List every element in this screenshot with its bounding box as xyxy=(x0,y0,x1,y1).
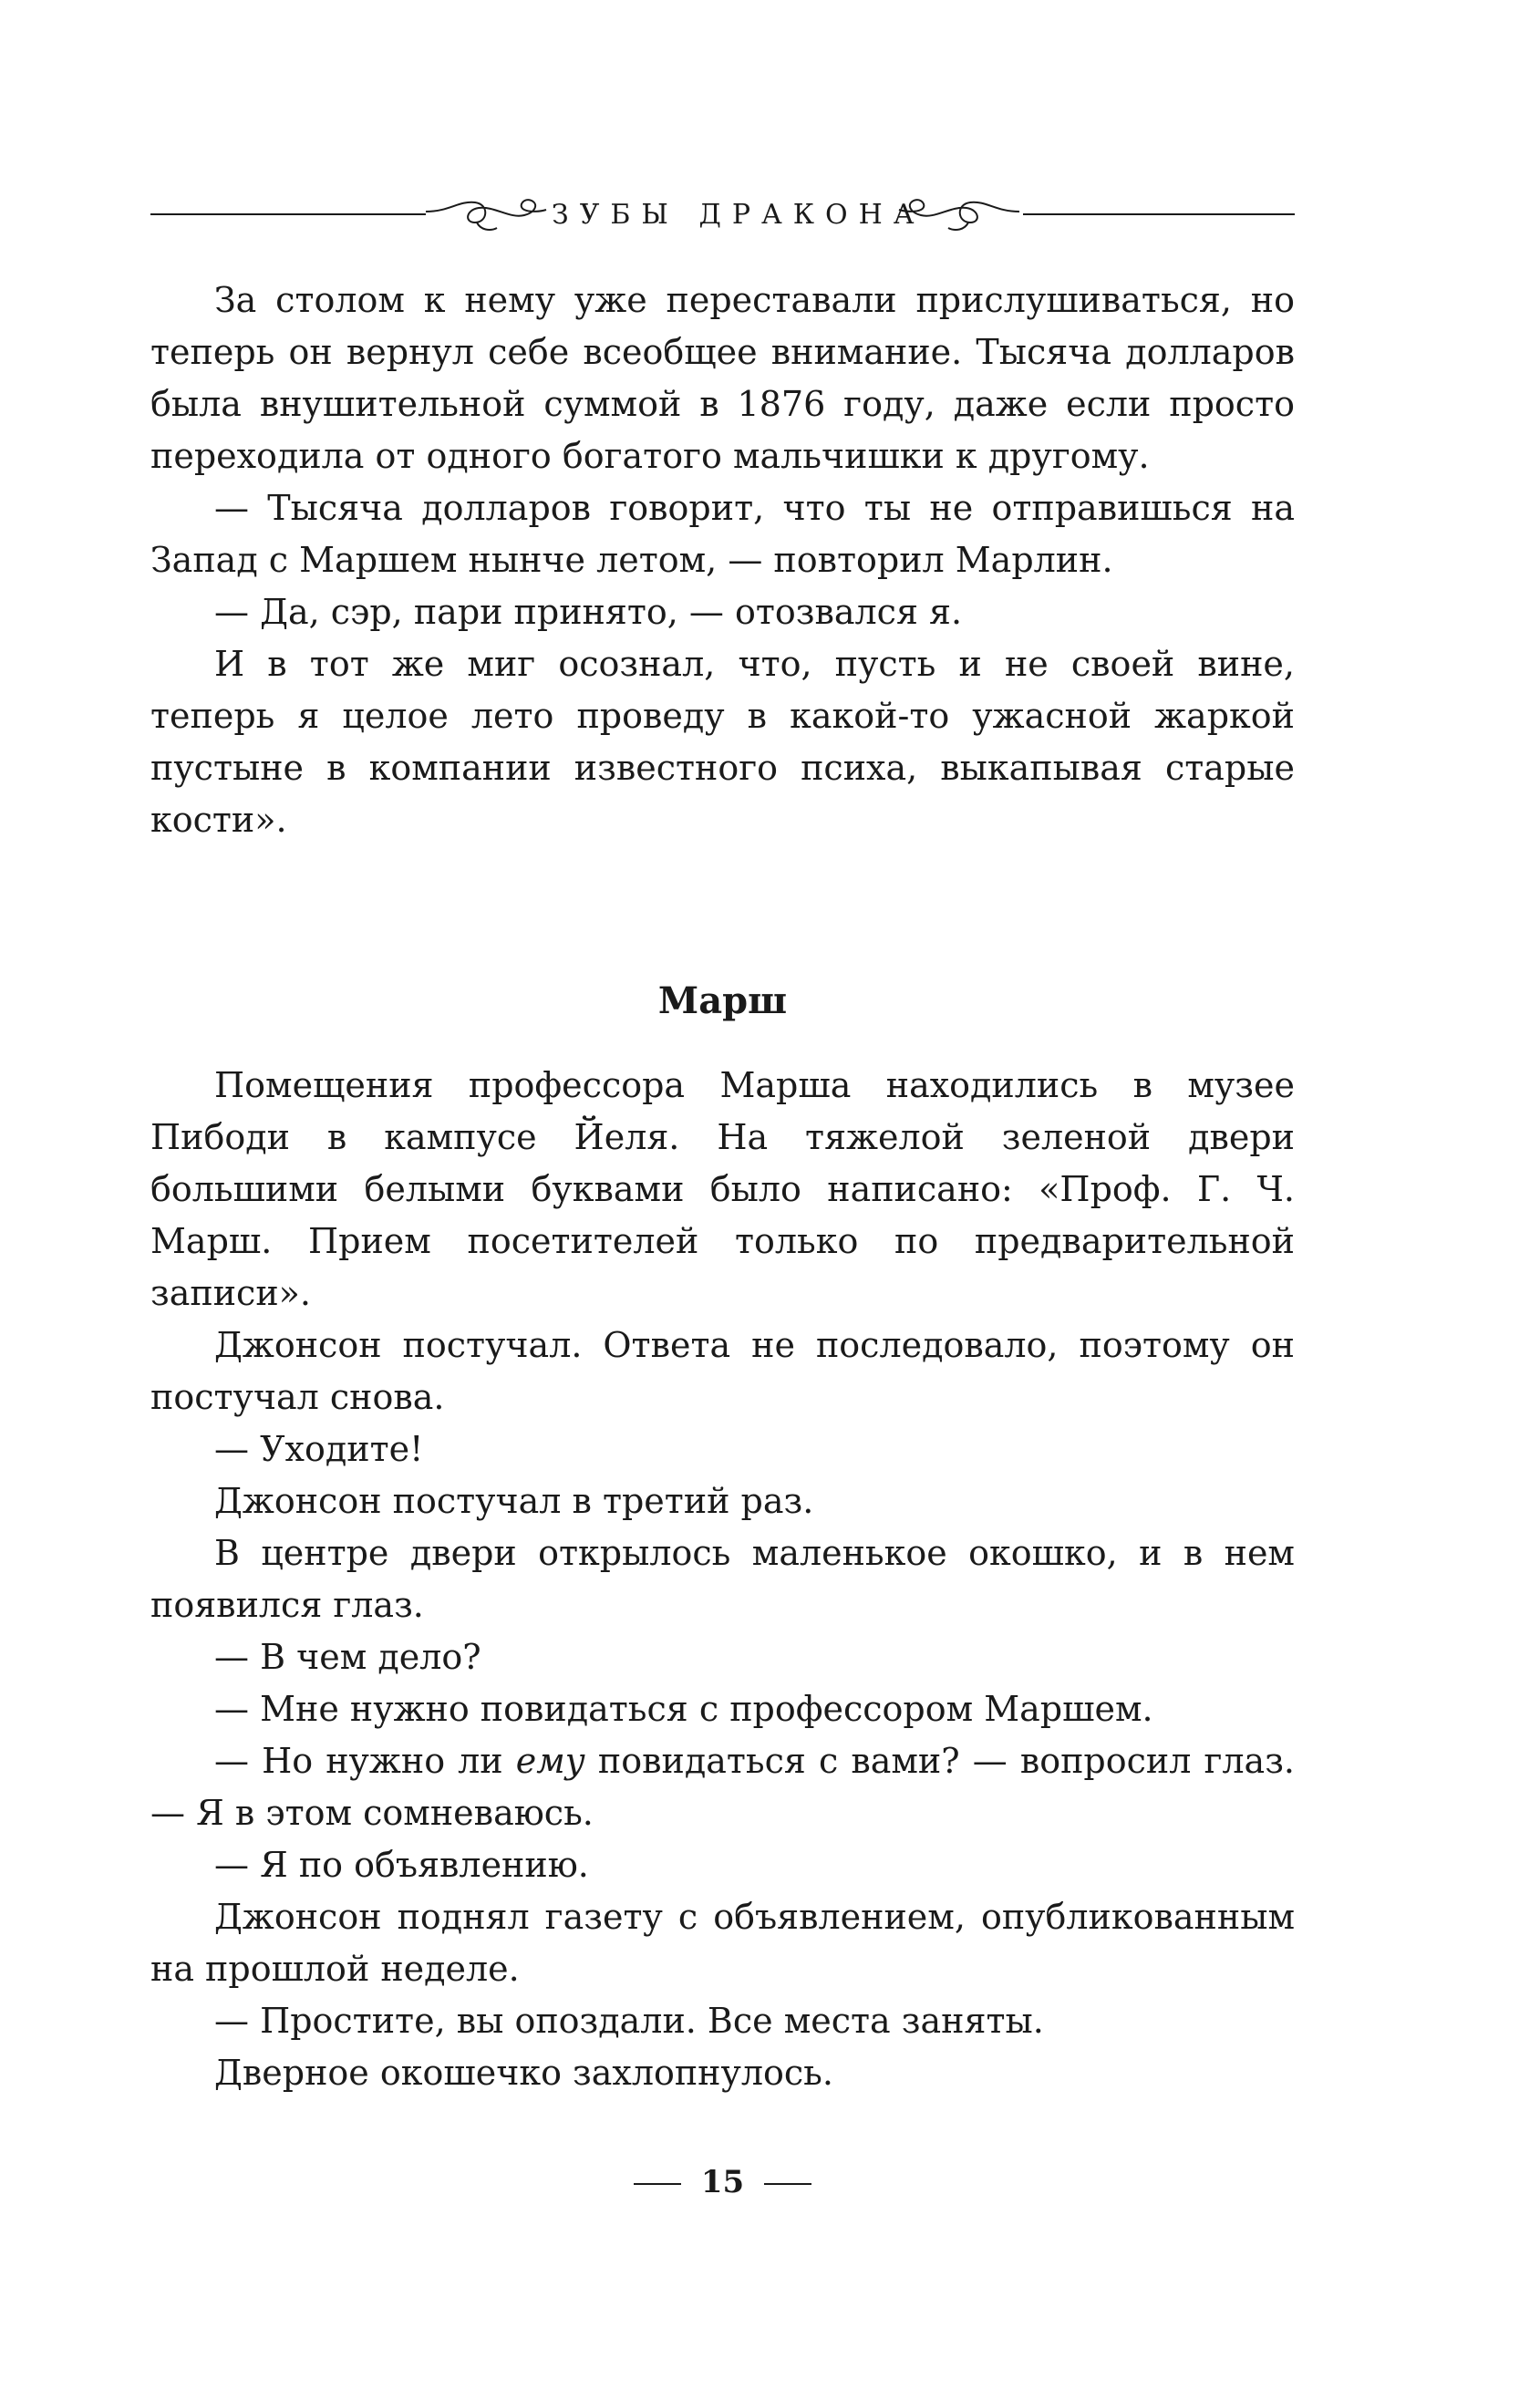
paragraph: За столом к нему уже переставали прислушиваться, но теперь он вернул себе всеобщее внимание. Тысяча долларов была внушительной суммой в 1876 году, даже если просто переходила от одного богатого мальчишки к другому. xyxy=(150,280,1295,476)
running-title: ЗУБЫ ДРАКОНА xyxy=(552,199,925,231)
header-rule-right xyxy=(1023,213,1295,215)
section-text-block xyxy=(150,1060,1295,2099)
folio-dash-right xyxy=(764,2183,811,2185)
paragraph: И в тот же миг осознал, что, пусть и не своей вине, теперь я целое лето проведу в какой-то ужасной жаркой пустыне в компании известного психа, выкапывая старые кости». xyxy=(150,644,1295,840)
flourish-right-icon xyxy=(895,191,1023,239)
flourish-left-icon xyxy=(422,191,550,239)
paragraph: Дверное окошечко захлопнулось. xyxy=(214,2053,833,2093)
section-heading: Марш xyxy=(657,979,788,1022)
paragraph: Джонсон поднял газету с объявлением, опубликованным на прошлой неделе. xyxy=(150,1897,1295,1989)
paragraph: — В чем дело? xyxy=(214,1637,481,1677)
paragraph: В центре двери открылось маленькое окошко, и в нем появился глаз. xyxy=(150,1533,1295,1625)
paragraph: Помещения профессора Марша находились в музее Пибоди в кампусе Йеля. На тяжелой зеленой двери большими белыми буквами было написано: «Проф. Г. Ч. Марш. Прием посетителей только по предварительной записи». xyxy=(150,1065,1295,1313)
paragraph-text: повидаться с вами? — вопросил глаз. — Я в этом сомневаюсь. xyxy=(150,1741,1295,1833)
page-number: 15 xyxy=(700,2164,745,2200)
running-header xyxy=(150,190,1295,241)
header-rule-left xyxy=(150,213,426,215)
paragraph: — Я по объявлению. xyxy=(214,1845,589,1885)
paragraph: — Мне нужно повидаться с профессором Маршем. xyxy=(214,1689,1153,1729)
paragraph-text: — Но нужно ли xyxy=(214,1741,516,1781)
paragraph: — Тысяча долларов говорит, что ты не отправишься на Запад с Маршем нынче летом, — повторил Марлин. xyxy=(150,488,1295,580)
paragraph: Джонсон постучал в третий раз. xyxy=(214,1481,814,1521)
paragraph xyxy=(150,1735,1295,1839)
paragraph: Джонсон постучал. Ответа не последовало, поэтому он постучал снова. xyxy=(150,1325,1295,1417)
paragraph: — Уходите! xyxy=(214,1429,424,1469)
folio-dash-left xyxy=(634,2183,681,2185)
emphasis-text: ему xyxy=(515,1741,585,1781)
paragraph: — Простите, вы опоздали. Все места заняты. xyxy=(214,2001,1044,2041)
page-folio xyxy=(150,2159,1295,2205)
paragraph: — Да, сэр, пари принято, — отозвался я. xyxy=(214,592,963,632)
top-text-block xyxy=(150,274,1295,846)
